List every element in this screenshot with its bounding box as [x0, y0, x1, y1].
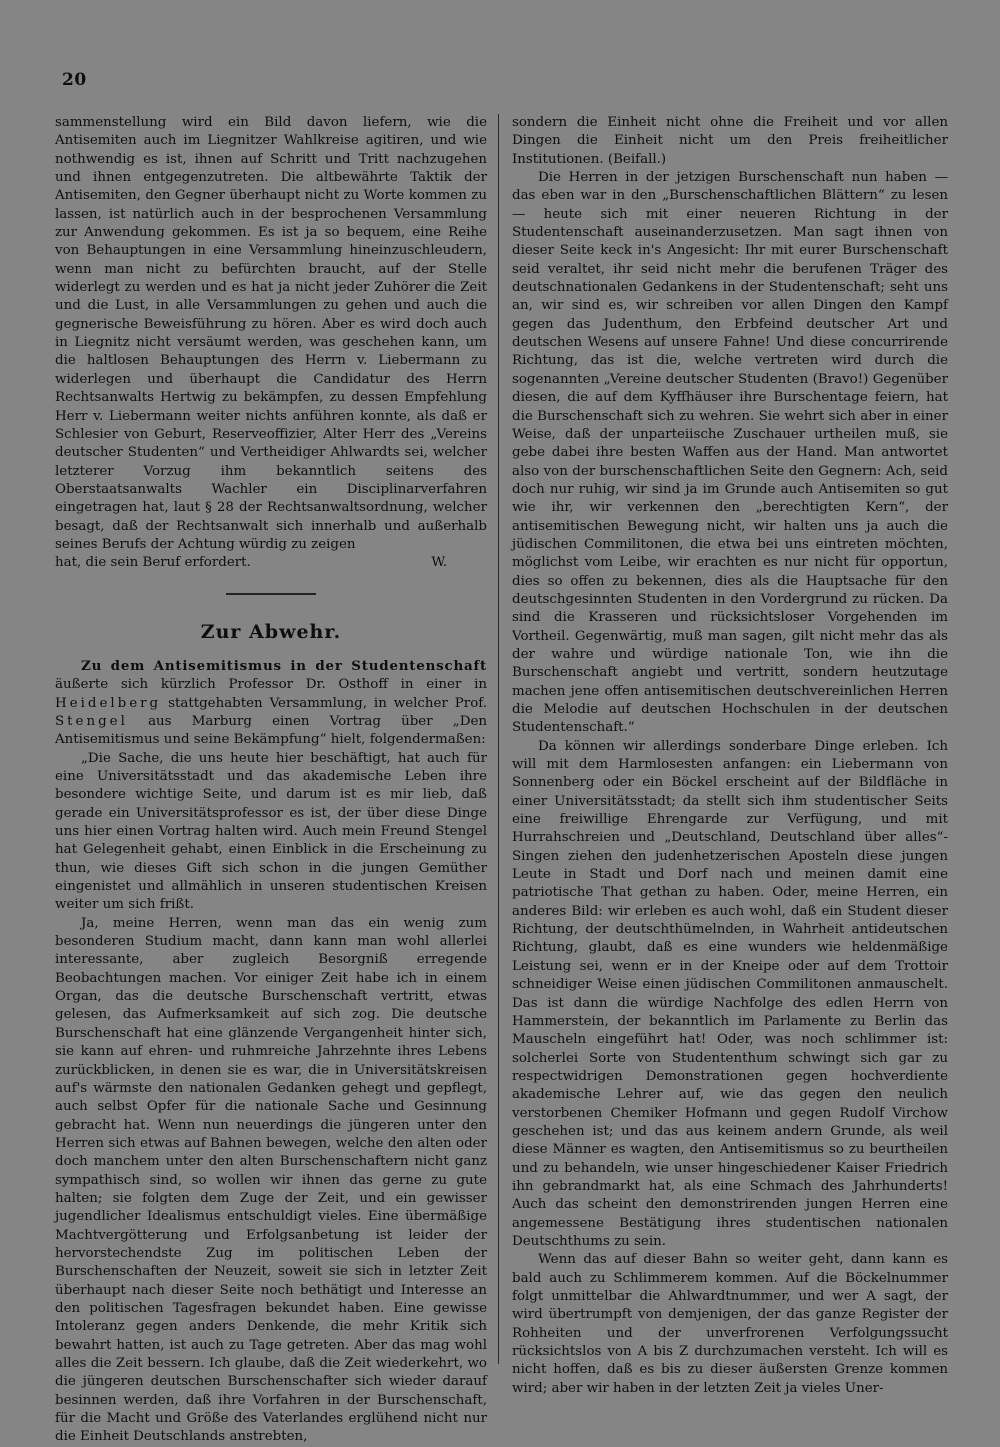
continuation-end: hat, die sein Beruf erfordert. [55, 555, 251, 571]
left-paragraph: Ja, meine Herren, wenn man das ein wenig zum besonderen Studium macht, dann kann man wohl allerlei interessante, aber zugleich Besorgniß erregende Beobachtungen machen. Vor einiger Zeit habe ich in einem Organ, das die deutsche Burschenschaft vertritt, etwas gelesen, das Aufmerksamkeit auf sich zog. Die deutsche Burschenschaft hat eine glänzende Vergangenheit hinter sich, sie kann auf ehren- und ruhmreiche Jahrzehnte ihres Lebens zurückblicken, in denen sie es war, die in Universitätskreisen auf's wärmste den nationalen Gedanken gehegt und gepflegt, auch selbst Opfer für die nationale Sache und Gesinnung gebracht hat. Wenn nun neuerdings die jüngeren unter den Herren sich etwas auf Bahnen bewegen, welche den alten oder doch manchem unter den alten Burschenschaftern nicht ganz sympathisch sind, so wollen wir ihnen das gerne zu gute halten; sie folgten dem Zuge der Zeit, und ein gewisser jugendlicher Idealismus entschuldigt vieles. Eine übermäßige Machtvergötterung und Erfolgsanbetung ist leider der hervorstechendste Zug im politischen Leben der Burschenschaften der Neuzeit, soweit sie sich in letzter Zeit überhaupt nach dieser Seite noch bethätigt und Interesse an den politischen Tagesfragen bekundet haben. Eine gewisse Intoleranz gegen anders Denkende, die mehr Kritik sich bewahrt hatten, ist auch zu Tage getreten. Aber das mag wohl alles die Zeit bessern. Ich glaube, daß die Zeit wiederkehrt, wo die jüngeren deutschen Burschenschafter sich wieder darauf besinnen werden, daß ihre Vorfahren in der Burschenschaft, für die Macht und Größe des Vaterlandes erglühend nicht nur die Einheit Deutschlands anstrebten, [55, 915, 487, 1445]
right-paragraph: Die Herren in der jetzigen Burschenschaft nun haben — das eben war in den „Burschenschaftlichen Blättern“ zu lesen — heute sich mit einer neueren Richtung in der Studentenschaft auseinanderzusetzen. Man sagt ihnen von dieser Seite keck in's Angesicht: Ihr mit eurer Burschenschaft seid veraltet, ihr seid nicht mehr die berufenen Träger des deutschnationalen Gedankens in der Studentenschaft; seht uns an, wir sind es, wir schreiben vor allen Dingen den Kampf gegen das Judenthum, den Erbfeind deutscher Art und deutschen Wesens auf unsere Fahne! Und diese concurrirende Richtung, das ist die, welche vertreten wird durch die sogenannten „Vereine deutscher Studenten (Bravo!) Gegenüber diesen, die auf dem Kyffhäuser ihre Burschentage feiern, hat die Burschenschaft sich zu wehren. Sie wehrt sich aber in einer Weise, daß der unparteiische Zuschauer urtheilen muß, sie gebe dabei ihre besten Waffen aus der Hand. Man antwortet also von der burschenschaftlichen Seite den Gegnern: Ach, seid doch nur ruhig, wir sind ja im Grunde auch Antisemiten so gut wie ihr, wir verkennen den „berechtigten Kern“, der antisemitischen Bewegung nicht, wir halten uns ja auch die jüdischen Commilitonen, die etwa bei uns eintreten möchten, möglichst vom Leibe, wir erachten es nur nicht für opportun, dies so offen zu bekennen, dies als die Hauptsache für den deutschgesinnten Studenten in den Vordergrund zu rücken. Da sind die Krasseren und rücksichtsloser Vorgehenden im Vortheil. Gegenwärtig, muß man sagen, gilt nicht mehr das als der wahre und würdige nationale Ton, wie ihn die Burschenschaft angiebt und vertritt, sondern heutzutage machen jene offen antisemitischen deutschvereinlichen Herren die Melodie auf deutschen Hochschulen in der deutschen Studentenschaft.“ [512, 170, 948, 736]
intro-text-2: stattgehabten Versammlung, in welcher Prof. [168, 695, 487, 711]
left-column [55, 114, 487, 1447]
author-signature: W. [431, 555, 447, 571]
article-intro [55, 657, 487, 750]
continuation-paragraph: sammenstellung wird ein Bild davon liefern, wie die Antisemiten auch im Liegnitzer Wahlkreise agitiren, und wie nothwendig es ist, ihnen auf Schritt und Tritt nachzugehen und ihnen entgegenzutreten. Die altbewährte Taktik der Antisemiten, den Gegner überhaupt nicht zu Worte kommen zu lassen, ist natürlich auch in der besprochenen Versammlung zur Anwendung gekommen. Es ist ja so bequem, eine Reihe von Behauptungen in eine Versammlung hineinzuschleudern, wenn man nicht zu befürchten braucht, auf der Stelle widerlegt zu werden und es hat ja nicht jeder Zuhörer die Zeit und die Lust, in alle Versammlungen zu gehen und auch die gegnerische Beweisführung zu hören. Aber es wird doch auch in Liegnitz nicht versäumt werden, was geschehen kann, um die haltlosen Behauptungen des Herrn v. Liebermann zu widerlegen und überhaupt die Candidatur des Herrn Rechtsanwalts Hertwig zu bekämpfen, zu dessen Empfehlung Herr v. Liebermann weiter nichts anführen konnte, als daß er Schlesier von Geburt, Reserveoffizier, Alter Herr des „Vereins deutscher Studenten“ und Vertheidiger Ahlwardts sei, welcher letzterer Vorzug ihm bekanntlich seitens des Oberstaatsanwalts Wachler ein Disciplinarverfahren eingetragen hat, laut § 28 der Rechtsanwaltsordnung, welcher besagt, daß der Rechtsanwalt sich innerhalb und außerhalb seines Berufs der Achtung würdig zu zeigen [55, 115, 487, 552]
intro-text-1: äußerte sich kürzlich Professor Dr. Osthoff in einer in [55, 677, 487, 693]
column-rule [498, 114, 499, 1364]
place-heidelberg: Heidelberg [55, 695, 162, 711]
section-heading: Zur Abwehr. [200, 620, 342, 643]
lead-heading: Zu dem Antisemitismus in der Studentenschaft [81, 657, 487, 674]
right-column [512, 114, 948, 1398]
section-divider [226, 593, 316, 595]
name-stengel: Stengel [55, 713, 128, 729]
left-paragraph: „Die Sache, die uns heute hier beschäftigt, hat auch für eine Universitätsstadt und das akademische Leben ihre besondere wichtige Seite, und darum ist es mir lieb, daß gerade ein Universitätsprofessor es ist, der über diese Dinge uns hier einen Vortrag halten wird. Auch mein Freund Stengel hat Gelegenheit gehabt, einen Einblick in die Erscheinung zu thun, wie dieses Gift sich schon in die jungen Gemüther eingenistet und allmählich in unseren studentischen Kreisen weiter um sich frißt. [55, 750, 487, 913]
right-paragraph: Da können wir allerdings sonderbare Dinge erleben. Ich will mit dem Harmlosesten anfangen: ein Liebermann von Sonnenberg oder ein Böckel erscheint auf der Bildfläche in einer Universitätsstadt; da stellt sich ihm studentischer Seits eine freiwillige Ehrengarde zur Verfügung, und mit Hurrahschreien und „Deutschland, Deutschland über alles“-Singen ziehen den judenhetzerischen Aposteln diese jungen Leute in Stadt und Dorf nach und meinen damit eine patriotische That gethan zu haben. Oder, meine Herren, ein anderes Bild: wir erleben es auch wohl, daß ein Student dieser Richtung, der deutschthümelnden, in Wahrheit antideutschen Richtung, glaubt, daß es eine wunders wie heldenmäßige Leistung sei, wenn er in der Kneipe oder auf dem Trottoir schneidiger Weise einen jüdischen Commilitonen anmauschelt. Das ist dann die würdige Nachfolge des edlen Herrn von Hammerstein, der bekanntlich im Parlamente zu Berlin das Mauscheln eingeführt hat! Oder, was noch schlimmer ist: solcherlei Sorte von Studententhum schwingt sich gar zu respectwidrigen Demonstrationen gegen hochverdiente akademische Lehrer auf, wie das gegen den neulich verstorbenen Chemiker Hofmann und gegen Rudolf Virchow geschehen ist; und das aus keinem andern Grunde, als weil diese Männer es wagten, den Antisemitismus so zu beurtheilen und zu behandeln, wie unser hingeschiedener Kaiser Friedrich ihn gebrandmarkt hat, als eine Schmach des Jahrhunderts! Auch das scheint den demonstrirenden jungen Herren eine angemessene Bestätigung ihres studentischen nationalen Deutschthums zu sein. [512, 738, 948, 1249]
continuation-end-line [55, 554, 487, 572]
intro-text-3: aus Marburg einen Vortrag über „Den Antisemitismus und seine Bekämpfung“ hielt, folgendermaßen: [55, 713, 487, 748]
right-paragraph: Wenn das auf dieser Bahn so weiter geht, dann kann es bald auch zu Schlimmerem kommen. Auf die Böckelnummer folgt unmittelbar die Ahlwardtnummer, und wer A sagt, der wird übertrumpft von demjenigen, der das ganze Register der Rohheiten und der unverfrorenen Verfolgungssucht rücksichtslos von A bis Z durchzumachen versteht. Ich will es nicht hoffen, daß es bis zu dieser äußersten Grenze kommen wird; aber wir haben in der letzten Zeit ja vieles Uner- [512, 1252, 948, 1396]
page-number: 20 [62, 70, 87, 90]
right-paragraph: sondern die Einheit nicht ohne die Freiheit und vor allen Dingen die Einheit nicht um den Preis freiheitlicher Institutionen. (Beifall.) [512, 115, 948, 167]
